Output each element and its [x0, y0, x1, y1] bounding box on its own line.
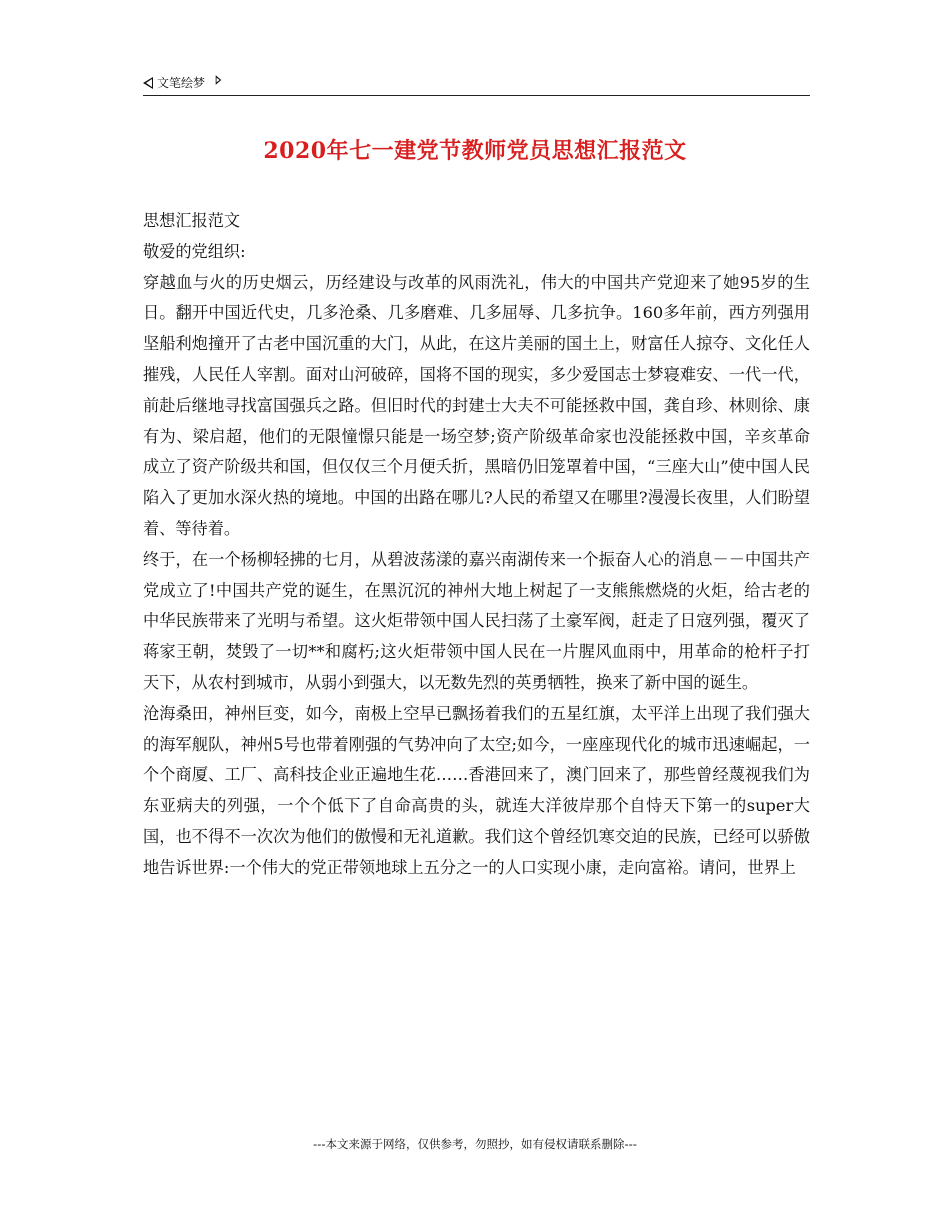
- body-paragraph: 穿越血与火的历史烟云，历经建设与改革的风雨洗礼，伟大的中国共产党迎来了她95岁的生日。翻开中国近代史，几多沧桑、几多磨难、几多屈辱、几多抗争。160多年前，西方列强用坚船利炮撞开了古老中国沉重的大门，从此，在这片美丽的国土上，财富任人掠夺、文化任人摧残，人民任人宰割。面对山河破碎，国将不国的现实，多少爱国志士梦寝难安、一代一代，前赴后继地寻找富国强兵之路。但旧时代的封建士大夫不可能拯救中国，龚自珍、林则徐、康有为、梁启超，他们的无限憧憬只能是一场空梦;资产阶级革命家也没能拯救中国，辛亥革命成立了资产阶级共和国，但仅仅三个月便夭折，黑暗仍旧笼罩着中国，“三座大山”使中国人民陷入了更加水深火热的境地。中国的出路在哪儿?人民的希望又在哪里?漫漫长夜里，人们盼望着、等待着。: [143, 272, 810, 538]
- body-paragraph: 终于，在一个杨柳轻拂的七月，从碧波荡漾的嘉兴南湖传来一个振奋人心的消息－－中国共产党成立了!中国共产党的诞生，在黑沉沉的神州大地上树起了一支熊熊燃烧的火炬，给古老的中华民族带来了光明与希望。这火炬带领中国人民扫荡了土豪军阀，赶走了日寇列强，覆灭了蒋家王朝，焚毁了一切**和腐朽;这火炬带领中国人民在一片腥风血雨中，用革命的枪杆子打天下，从农村到城市，从弱小到强大，以无数先烈的英勇牺牲，换来了新中国的诞生。: [143, 549, 810, 692]
- document-body: [143, 206, 810, 884]
- body-paragraph: 沧海桑田，神州巨变，如今，南极上空早已飘扬着我们的五星红旗，太平洋上出现了我们强大的海军舰队，神州5号也带着刚强的气势冲向了太空;如今，一座座现代化的城市迅速崛起，一个个商厦、工厂、高科技企业正遍地生花……香港回来了，澳门回来了，那些曾经蔑视我们为东亚病夫的列强，一个个低下了自命高贵的头，就连大洋彼岸那个自恃天下第一的super大国，也不得不一次次为他们的傲慢和无礼道歉。我们这个曾经饥寒交迫的民族，已经可以骄傲地告诉世界:一个伟大的党正带领地球上五分之一的人口实现小康，走向富裕。请问，世界上: [143, 703, 810, 877]
- triangle-left-icon: [143, 77, 153, 89]
- header-brand-group: [143, 74, 222, 91]
- document-title: 2020年七一建党节教师党员思想汇报范文: [263, 138, 687, 164]
- page-footer-notice: ---本文来源于网络，仅供参考，勿照抄，如有侵权请联系删除---: [313, 1137, 637, 1151]
- body-paragraph: 敬爱的党组织:: [143, 241, 246, 261]
- triangle-right-icon: [216, 75, 222, 85]
- header-brand: 文笔绘梦: [157, 76, 206, 90]
- page-header: [143, 72, 810, 96]
- body-paragraph: 思想汇报范文: [143, 211, 241, 230]
